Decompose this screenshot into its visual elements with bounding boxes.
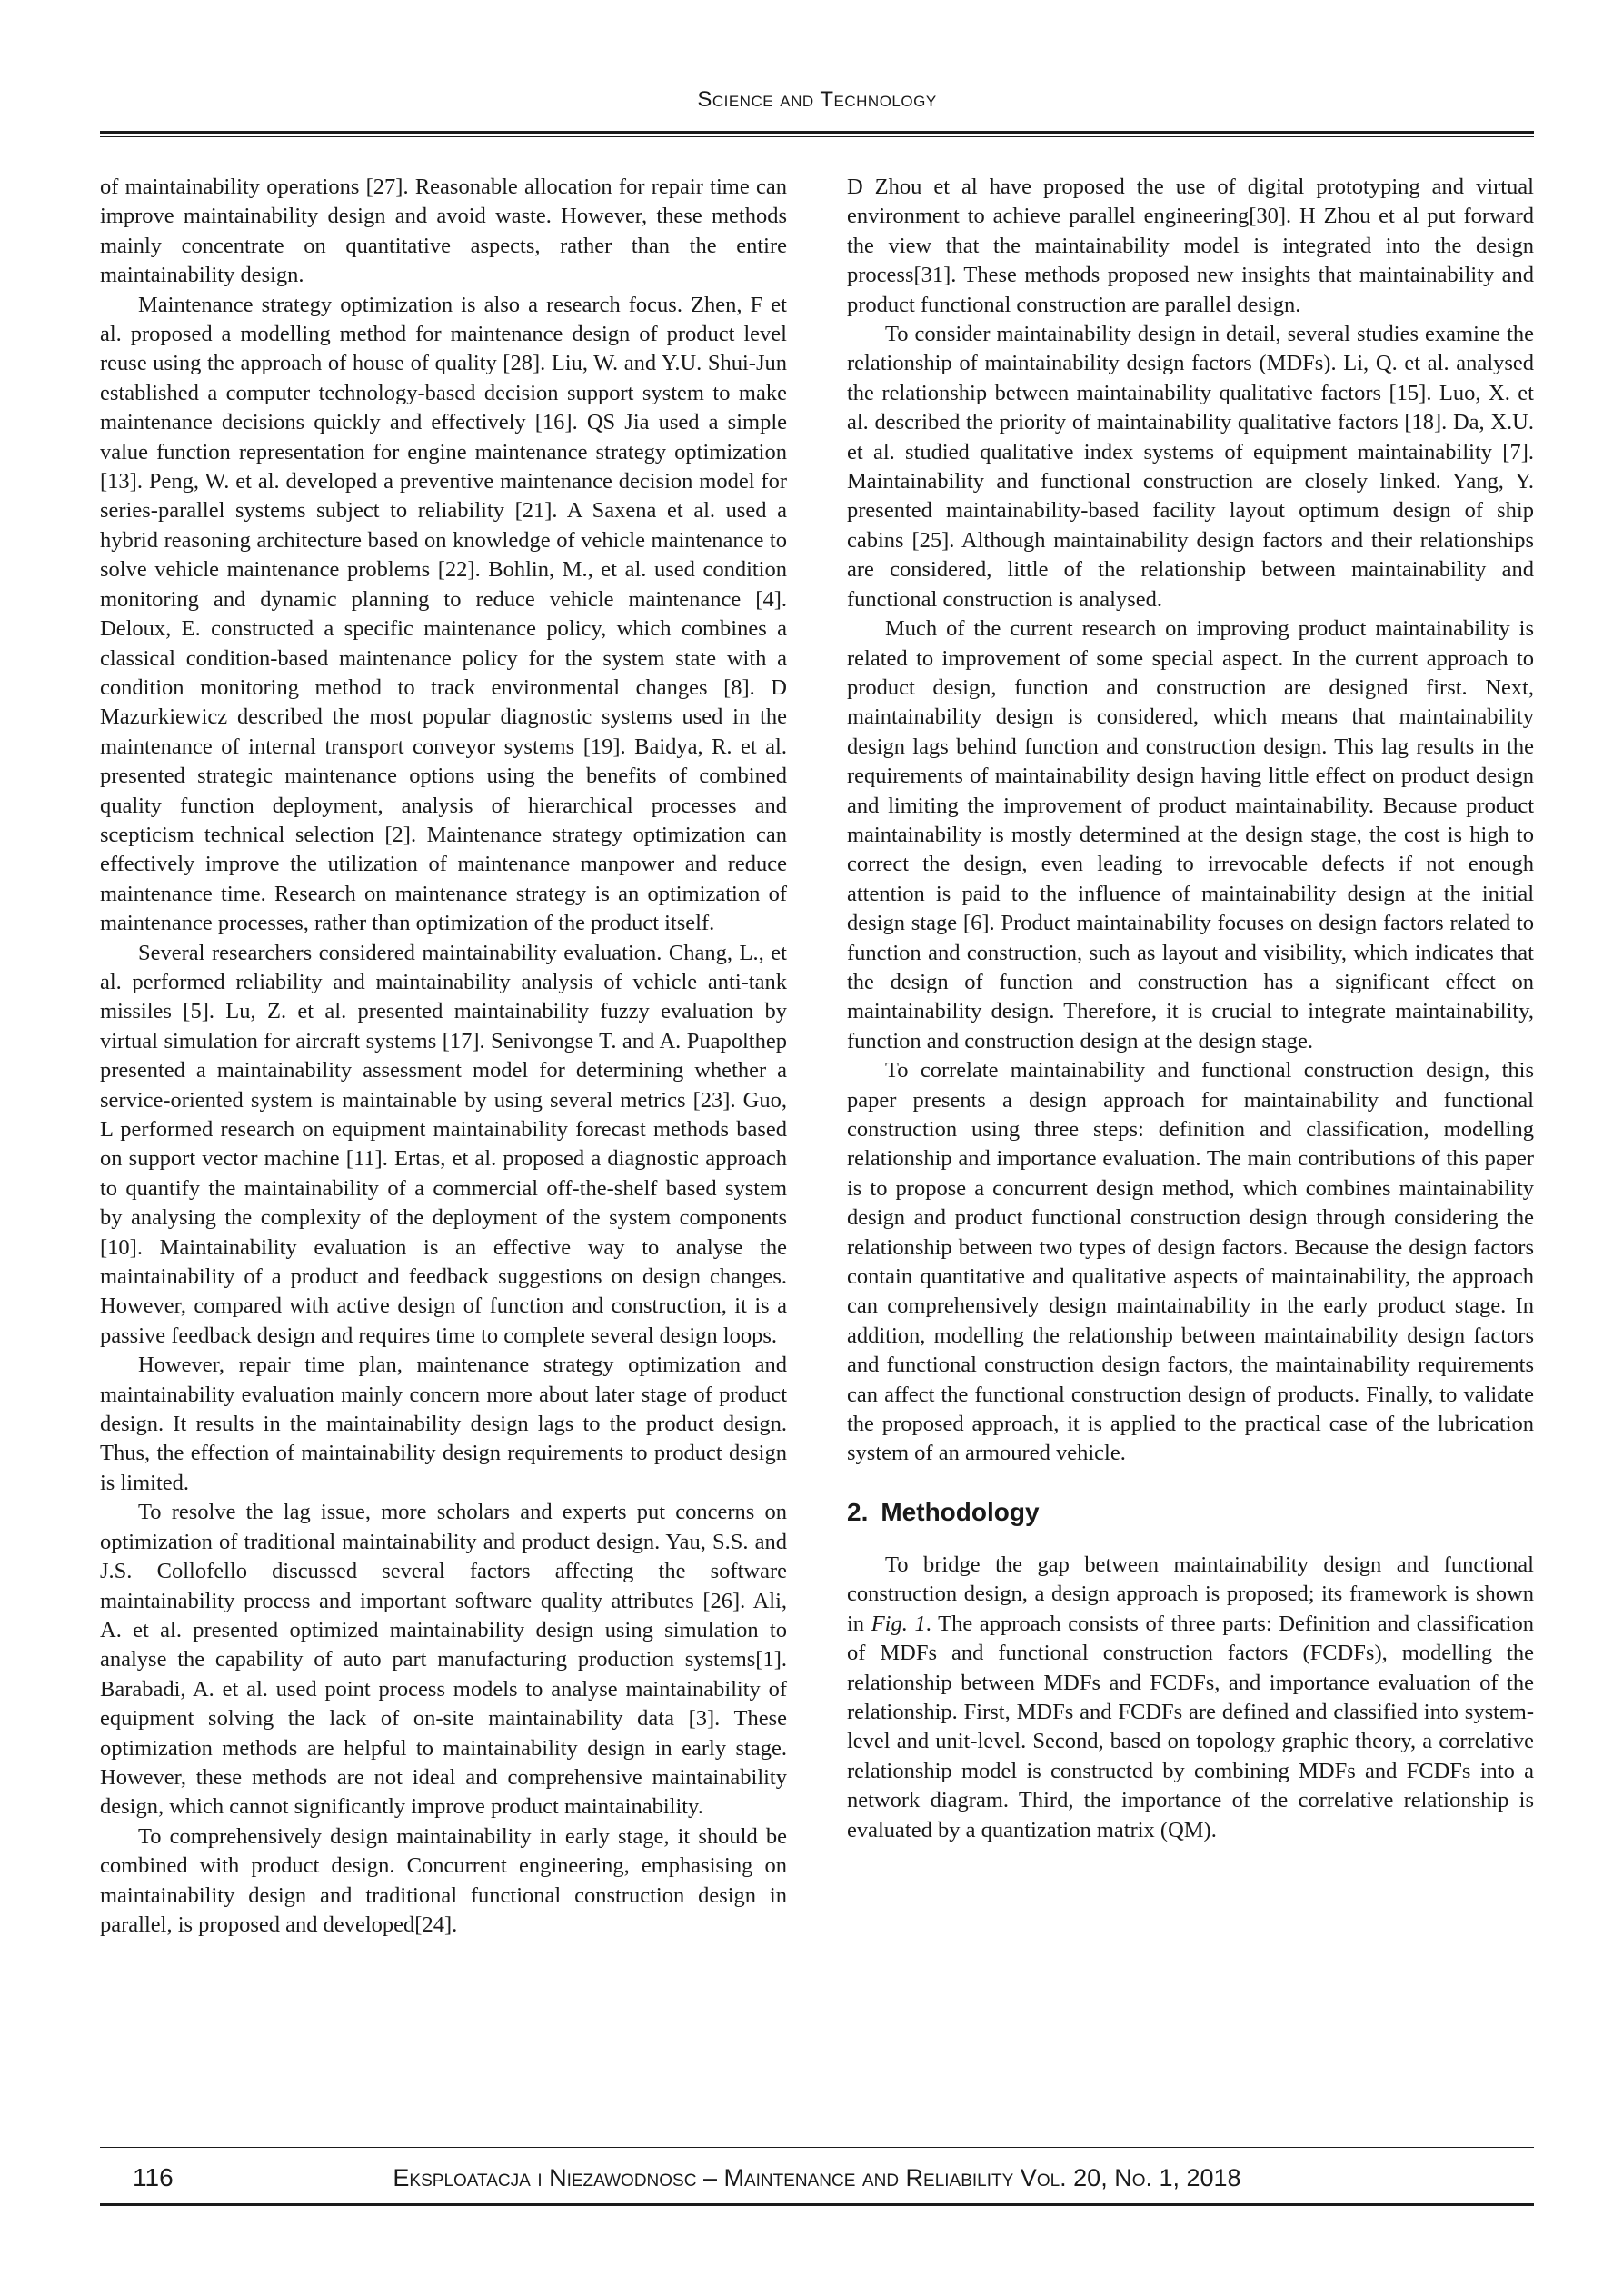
header-rule-thick bbox=[100, 131, 1534, 134]
paragraph: of maintainability operations [27]. Reasonable allocation for repair time can improve maintainability design and avoid waste. However, these methods mainly concentrate on quantitative aspects, rather than the entire maintainability design. bbox=[100, 175, 787, 288]
paragraph: D Zhou et al have proposed the use of digital prototyping and virtual environment to achieve parallel engineering[30]. H Zhou et al put forward the view that the maintainability model is integrated into the design process[31]. These methods proposed new insights that maintainability and product functional construction are parallel design. bbox=[847, 175, 1534, 317]
paragraph-text: . The approach consists of three parts: Definition and classification of MDFs and functional construction factors (FCDFs), modelling the relationship between MDFs and FCDFs, and importance evaluation of the relationship. First, MDFs and FCDFs are defined and classified into system-level and unit-level. Second, based on topology graphic theory, a correlative relationship model is constructed by combining MDFs and FCDFs into a network diagram. Third, the importance of the correlative relationship is evaluated by a quantization matrix (QM). bbox=[847, 1611, 1534, 1842]
section-heading bbox=[847, 1496, 1534, 1529]
paragraph: To comprehensively design maintainability in early stage, it should be combined with product design. Concurrent engineering, emphasising on maintainability design and traditional functional construction design in parallel, is proposed and developed[24]. bbox=[100, 1823, 787, 1937]
paragraph: To correlate maintainability and functional construction design, this paper presents a design approach for maintainability and functional construction using three steps: definition and classification, modelling relationship and importance evaluation. The main contributions of this paper is to propose a concurrent design method, which combines maintainability design and product functional construction design through considering the relationship between two types of design factors. Because the design factors contain quantitative and qualitative aspects of maintainability, the approach can comprehensively design maintainability in the early product stage. In addition, modelling the relationship between maintainability design factors and functional construction design factors, the maintainability requirements can affect the functional construction design of products. Finally, to validate the proposed approach, it is applied to the practical case of the lubrication system of an armoured vehicle. bbox=[847, 1058, 1534, 1466]
section-number: 2. bbox=[847, 1497, 869, 1526]
left-column bbox=[100, 173, 787, 1940]
right-column bbox=[847, 173, 1534, 1845]
figure-reference: Fig. 1 bbox=[871, 1611, 926, 1636]
footer-rule-thin bbox=[100, 2147, 1534, 2148]
footer-rule-thick bbox=[100, 2203, 1534, 2206]
journal-title: Eksploatacja i Niezawodnosc – Maintenance and Reliability Vol. 20, No. 1, 2018 bbox=[393, 2164, 1241, 2191]
paragraph-text: To bridge the gap between maintainability design and functional construction design, a design approach is proposed; its framework is shown in bbox=[847, 1552, 1534, 1636]
paragraph: Maintenance strategy optimization is also a research focus. Zhen, F et al. proposed a modelling method for maintenance design of product level reuse using the approach of house of quality [28]. Liu, W. and Y.U. Shui-Jun established a computer technology-based decision support system to make maintenance decisions quickly and effectively [16]. QS Jia used a simple value function representation for engine maintenance strategy optimization [13]. Peng, W. et al. developed a preventive maintenance decision model for series-parallel systems subject to reliability [21]. A Saxena et al. used a hybrid reasoning architecture based on knowledge of vehicle maintenance to solve vehicle maintenance problems [22]. Bohlin, M., et al. used condition monitoring and dynamic planning to reduce vehicle maintenance [4]. Deloux, E. constructed a specific maintenance policy, which combines a classical condition-based maintenance policy for the system state with a condition monitoring method to track environmental changes [8]. D Mazurkiewicz described the most popular diagnostic systems used in the maintenance of internal transport conveyor systems [19]. Baidya, R. et al. presented strategic maintenance options using the benefits of combined quality function deployment, analysis of hierarchical processes and scepticism technical selection [2]. Maintenance strategy optimization can effectively improve the utilization of maintenance manpower and reduce maintenance time. Research on maintenance strategy is an optimization of maintenance processes, rather than optimization of the product itself. bbox=[100, 292, 787, 936]
page-number: 116 bbox=[133, 2163, 174, 2191]
footer bbox=[100, 2156, 1534, 2200]
paragraph: To resolve the lag issue, more scholars and experts put concerns on optimization of traditional maintainability and product design. Yau, S.S. and J.S. Collofello discussed several factors affecting the software maintainability process and important software quality attributes [26]. Ali, A. et al. presented optimized maintainability design using simulation to analyse the capability of auto part manufacturing production systems[1]. Barabadi, A. et al. used point process models to analyse maintainability of equipment solving the lack of on-site maintainability data [3]. These optimization methods are helpful to maintainability design in early stage. However, these methods are not ideal and comprehensive maintainability design, which cannot significantly improve product maintainability. bbox=[100, 1500, 787, 1820]
section-title: Methodology bbox=[881, 1497, 1040, 1526]
running-header: Science and Technology bbox=[697, 87, 937, 112]
paragraph bbox=[847, 1551, 1534, 1845]
paragraph: However, repair time plan, maintenance strategy optimization and maintainability evaluation mainly concern more about later stage of product design. It results in the maintainability design lags to the product design. Thus, the effection of maintainability design requirements to product design is limited. bbox=[100, 1353, 787, 1495]
paragraph: Several researchers considered maintainability evaluation. Chang, L., et al. performed reliability and maintainability analysis of vehicle anti-tank missiles [5]. Lu, Z. et al. presented maintainability fuzzy evaluation by virtual simulation for aircraft systems [17]. Senivongse T. and A. Puapolthep presented a maintainability assessment model for determining whether a service-oriented system is maintainable by using several metrics [23]. Guo, L performed research on equipment maintainability forecast methods based on support vector machine [11]. Ertas, et al. proposed a diagnostic approach to quantify the maintainability of a commercial off-the-shelf based system by analysing the complexity of the deployment of the system components [10]. Maintainability evaluation is an effective way to analyse the maintainability of a product and feedback suggestions on design changes. However, compared with active design of function and construction, it is a passive feedback design and requires time to complete several design loops. bbox=[100, 940, 787, 1348]
header-rule-thin bbox=[100, 136, 1534, 137]
paragraph: To consider maintainability design in detail, several studies examine the relationship of maintainability design factors (MDFs). Li, Q. et al. analysed the relationship between maintainability qualitative factors [15]. Luo, X. et al. described the priority of maintainability qualitative factors [18]. Da, X.U. et al. studied qualitative index systems of equipment maintainability [7]. Maintainability and functional construction are closely linked. Yang, Y. presented maintainability-based facility layout optimum design of ship cabins [25]. Although maintainability design factors and their relationships are considered, little of the relationship between maintainability and functional construction is analysed. bbox=[847, 322, 1534, 612]
paragraph: Much of the current research on improving product maintainability is related to improvement of some special aspect. In the current approach to product design, function and construction are designed first. Next, maintainability design is considered, which means that maintainability design lags behind function and construction design. This lag results in the requirements of maintainability design having little effect on product design and limiting the improvement of product maintainability. Because product maintainability is mostly determined at the design stage, the cost is high to correct the design, even leading to irrevocable defects if not enough attention is paid to the influence of maintainability design at the initial design stage [6]. Product maintainability focuses on design factors related to function and construction, such as layout and visibility, which indicates that the design of function and construction has a significant effect on maintainability design. Therefore, it is crucial to integrate maintainability, function and construction design at the design stage. bbox=[847, 616, 1534, 1053]
